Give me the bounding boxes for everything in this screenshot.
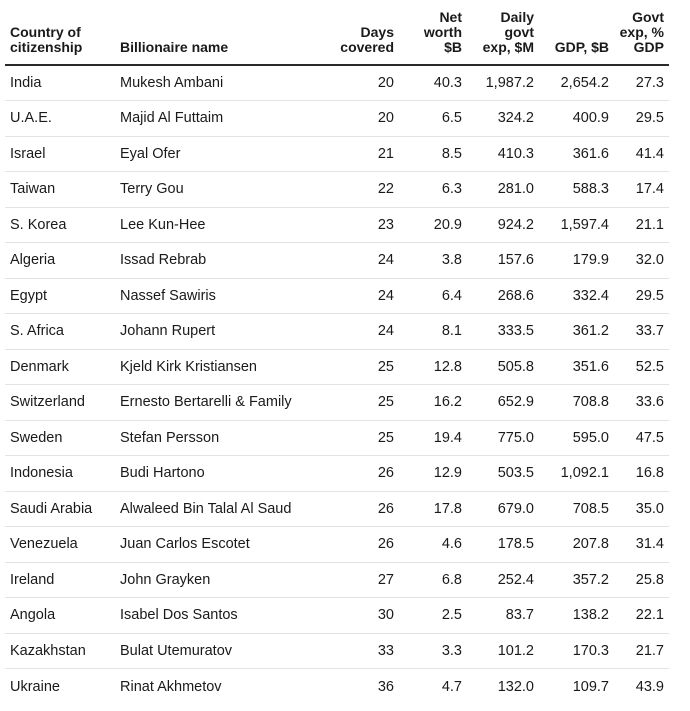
cell-govt-exp-pct-gdp: 33.6 [614, 385, 669, 421]
cell-net-worth: 3.8 [399, 243, 467, 279]
cell-net-worth: 2.5 [399, 598, 467, 634]
cell-net-worth: 6.4 [399, 278, 467, 314]
cell-days-covered: 21 [315, 136, 399, 172]
cell-net-worth: 4.7 [441, 678, 462, 695]
cell-net-worth: 3.3 [399, 633, 467, 669]
cell-gdp: 2,654.2 [539, 65, 614, 101]
table-row [5, 491, 669, 527]
cell-daily-govt-exp: 503.5 [467, 456, 539, 492]
cell-govt-exp-pct-gdp: 25.8 [614, 562, 669, 598]
cell-billionaire-name: Eyal Ofer [115, 136, 315, 172]
cell-country: India [5, 65, 115, 101]
cell-days-covered: 36 [377, 678, 394, 695]
table-row [5, 633, 669, 669]
table-row [5, 669, 669, 705]
table-row [5, 420, 669, 456]
table-row [5, 456, 669, 492]
cell-billionaire-name: John Grayken [115, 562, 315, 598]
cell-gdp: 138.2 [539, 598, 614, 634]
table-row [5, 278, 669, 314]
table-row [5, 65, 669, 101]
cell-country: Israel [5, 136, 115, 172]
cell-country: Sweden [5, 420, 115, 456]
cell-daily-govt-exp: 83.7 [467, 598, 539, 634]
cell-gdp: 179.9 [539, 243, 614, 279]
header-daily-govt-exp: Daily govt exp, $M [467, 10, 539, 65]
cell-days-covered: 26 [315, 491, 399, 527]
cell-days-covered: 25 [315, 349, 399, 385]
table-row [5, 136, 669, 172]
cell-daily-govt-exp: 505.8 [467, 349, 539, 385]
cell-country: S. Korea [5, 207, 115, 243]
table-row [5, 562, 669, 598]
cell-days-covered: 24 [315, 278, 399, 314]
cell-billionaire-name: Lee Kun-Hee [115, 207, 315, 243]
cell-daily-govt-exp: 410.3 [467, 136, 539, 172]
cell-days-covered: 26 [315, 456, 399, 492]
cell-gdp: 357.2 [539, 562, 614, 598]
header-govt-exp-pct-gdp: Govt exp, % GDP [614, 10, 669, 65]
cell-net-worth: 6.8 [399, 562, 467, 598]
cell-days-covered: 25 [315, 420, 399, 456]
table-row [5, 101, 669, 137]
cell-country: Denmark [5, 349, 115, 385]
cell-billionaire-name: Stefan Persson [115, 420, 315, 456]
cell-govt-exp-pct-gdp: 52.5 [614, 349, 669, 385]
cell-govt-exp-pct-gdp: 35.0 [614, 491, 669, 527]
cell-country: Angola [5, 598, 115, 634]
cell-daily-govt-exp: 101.2 [467, 633, 539, 669]
cell-days-covered: 20 [315, 101, 399, 137]
cell-gdp: 708.8 [539, 385, 614, 421]
cell-days-covered: 33 [315, 633, 399, 669]
cell-days-covered: 20 [315, 65, 399, 101]
cell-daily-govt-exp: 178.5 [467, 527, 539, 563]
cell-country: Indonesia [5, 456, 115, 492]
table-row [5, 598, 669, 634]
cell-govt-exp-pct-gdp: 21.7 [614, 633, 669, 669]
cell-country: Kazakhstan [5, 633, 115, 669]
cell-days-covered: 22 [315, 172, 399, 208]
cell-country: Egypt [5, 278, 115, 314]
cell-country: Switzerland [5, 385, 115, 421]
table-row [5, 385, 669, 421]
cell-govt-exp-pct-gdp: 47.5 [614, 420, 669, 456]
cell-gdp: 361.6 [539, 136, 614, 172]
table-body [5, 65, 669, 704]
cell-daily-govt-exp: 333.5 [467, 314, 539, 350]
cell-net-worth: 17.8 [399, 491, 467, 527]
cell-country: Taiwan [5, 172, 115, 208]
cell-daily-govt-exp: 652.9 [467, 385, 539, 421]
cell-billionaire-name: Bulat Utemuratov [115, 633, 315, 669]
cell-gdp: 332.4 [539, 278, 614, 314]
cell-net-worth: 6.5 [399, 101, 467, 137]
cell-daily-govt-exp: 252.4 [467, 562, 539, 598]
cell-daily-govt-exp: 268.6 [467, 278, 539, 314]
table-row [5, 207, 669, 243]
cell-daily-govt-exp: 157.6 [467, 243, 539, 279]
cell-gdp: 400.9 [539, 101, 614, 137]
cell-daily-govt-exp: 324.2 [467, 101, 539, 137]
cell-billionaire-name: Juan Carlos Escotet [115, 527, 315, 563]
cell-country: Saudi Arabia [5, 491, 115, 527]
cell-govt-exp-pct-gdp: 17.4 [614, 172, 669, 208]
cell-days-covered: 23 [315, 207, 399, 243]
cell-daily-govt-exp: 924.2 [467, 207, 539, 243]
cell-govt-exp-pct-gdp: 41.4 [614, 136, 669, 172]
cell-net-worth: 8.5 [399, 136, 467, 172]
cell-billionaire-name: Kjeld Kirk Kristiansen [115, 349, 315, 385]
header-country: Country of citizenship [5, 10, 115, 65]
cell-daily-govt-exp: 775.0 [467, 420, 539, 456]
cell-net-worth: 16.2 [399, 385, 467, 421]
cell-country: S. Africa [5, 314, 115, 350]
cell-net-worth: 4.6 [399, 527, 467, 563]
cell-country: U.A.E. [5, 101, 115, 137]
cell-days-covered: 26 [315, 527, 399, 563]
cell-govt-exp-pct-gdp: 32.0 [614, 243, 669, 279]
cell-billionaire-name: Issad Rebrab [115, 243, 315, 279]
cell-country: Ukraine [10, 678, 60, 695]
cell-billionaire-name: Budi Hartono [115, 456, 315, 492]
cell-govt-exp-pct-gdp: 31.4 [614, 527, 669, 563]
cell-net-worth: 8.1 [399, 314, 467, 350]
cell-daily-govt-exp: 1,987.2 [467, 65, 539, 101]
cell-gdp: 170.3 [539, 633, 614, 669]
table-row [5, 527, 669, 563]
cell-daily-govt-exp: 281.0 [467, 172, 539, 208]
cell-billionaire-name: Alwaleed Bin Talal Al Saud [115, 491, 315, 527]
cell-govt-exp-pct-gdp: 27.3 [614, 65, 669, 101]
cell-gdp: 109.7 [572, 678, 609, 695]
header-gdp: GDP, $B [539, 10, 614, 65]
cell-country: Ireland [5, 562, 115, 598]
cell-gdp: 588.3 [539, 172, 614, 208]
cell-billionaire-name: Rinat Akhmetov [120, 678, 222, 695]
cell-billionaire-name: Isabel Dos Santos [115, 598, 315, 634]
cell-net-worth: 40.3 [399, 65, 467, 101]
cell-govt-exp-pct-gdp: 21.1 [614, 207, 669, 243]
cell-days-covered: 24 [315, 243, 399, 279]
cell-gdp: 708.5 [539, 491, 614, 527]
cell-billionaire-name: Mukesh Ambani [115, 65, 315, 101]
cell-gdp: 361.2 [539, 314, 614, 350]
cell-country: Venezuela [5, 527, 115, 563]
table-row [5, 314, 669, 350]
header-row [5, 10, 669, 65]
cell-billionaire-name: Majid Al Futtaim [115, 101, 315, 137]
cell-daily-govt-exp: 132.0 [497, 678, 534, 695]
cell-gdp: 1,092.1 [539, 456, 614, 492]
cell-govt-exp-pct-gdp: 43.9 [635, 678, 664, 695]
cell-days-covered: 27 [315, 562, 399, 598]
cell-govt-exp-pct-gdp: 29.5 [614, 101, 669, 137]
cell-days-covered: 25 [315, 385, 399, 421]
header-net-worth: Net worth $B [399, 10, 467, 65]
table-row [5, 349, 669, 385]
cell-billionaire-name: Johann Rupert [115, 314, 315, 350]
cell-days-covered: 30 [315, 598, 399, 634]
table-row [5, 172, 669, 208]
cell-govt-exp-pct-gdp: 22.1 [614, 598, 669, 634]
cell-net-worth: 12.8 [399, 349, 467, 385]
cell-gdp: 207.8 [539, 527, 614, 563]
cell-gdp: 595.0 [539, 420, 614, 456]
cell-gdp: 351.6 [539, 349, 614, 385]
cell-country: Algeria [5, 243, 115, 279]
table-row [5, 243, 669, 279]
cell-net-worth: 19.4 [399, 420, 467, 456]
billionaire-govt-spending-table [5, 10, 669, 704]
cell-gdp: 1,597.4 [539, 207, 614, 243]
cell-billionaire-name: Nassef Sawiris [115, 278, 315, 314]
cell-govt-exp-pct-gdp: 16.8 [614, 456, 669, 492]
cell-days-covered: 24 [315, 314, 399, 350]
cell-net-worth: 12.9 [399, 456, 467, 492]
cell-govt-exp-pct-gdp: 29.5 [614, 278, 669, 314]
cell-daily-govt-exp: 679.0 [467, 491, 539, 527]
cell-net-worth: 20.9 [399, 207, 467, 243]
cell-billionaire-name: Terry Gou [115, 172, 315, 208]
cell-billionaire-name: Ernesto Bertarelli & Family [115, 385, 315, 421]
cell-net-worth: 6.3 [399, 172, 467, 208]
header-billionaire-name: Billionaire name [115, 10, 315, 65]
header-days-covered: Days covered [315, 10, 399, 65]
cell-govt-exp-pct-gdp: 33.7 [614, 314, 669, 350]
